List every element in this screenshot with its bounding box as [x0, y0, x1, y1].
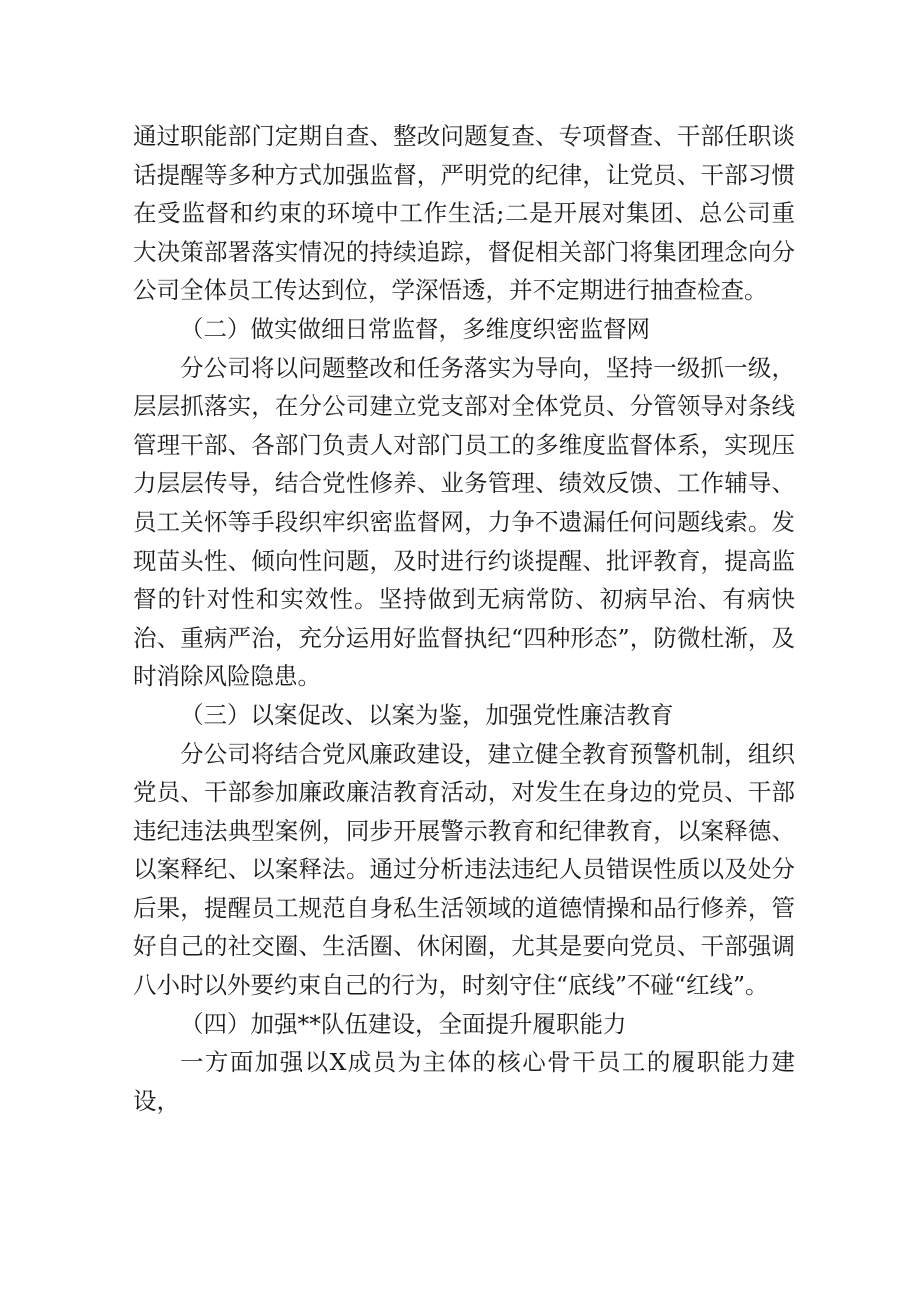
document-body: [133, 117, 795, 1120]
section-heading-4: （四）加强**队伍建设，全面提升履职能力: [180, 1009, 627, 1038]
paragraph-supervision-continued: 通过职能部门定期自查、整改问题复查、专项督查、干部任职谈话提醒等多种方式加强监督，严明党的纪律，让党员、干部习惯在受监督和约束的环境中工作生活;二是开展对集团、总公司重大决策部署落实情况的持续追踪，督促相关部门将集团理念向分公司全体员工传达到位，学深悟透，并不定期进行抽查检查。: [133, 122, 795, 305]
paragraph-integrity-education: 分公司将结合党风廉政建设，建立健全教育预警机制，组织党员、干部参加廉政廉洁教育活动，对发生在身边的党员、干部违纪违法典型案例，同步开展警示教育和纪律教育，以案释德、以案释纪、以案释法。通过分析违法违纪人员错误性质以及处分后果，提醒员工规范自身私生活领域的道德情操和品行修养，管好自己的社交圈、生活圈、休闲圈，尤其是要向党员、干部强调八小时以外要约束自己的行为，时刻守住“底线”不碰“红线”。: [133, 739, 795, 1000]
paragraph-daily-supervision: 分公司将以问题整改和任务落实为导向，坚持一级抓一级，层层抓落实，在分公司建立党支部对全体党员、分管领导对条线管理干部、各部门负责人对部门员工的多维度监督体系，实现压力层层传导，结合党性修养、业务管理、绩效反馈、工作辅导、员工关怀等手段织牢织密监督网，力争不遗漏任何问题线索。发现苗头性、倾向性问题，及时进行约谈提醒、批评教育，提高监督的针对性和实效性。坚持做到无病常防、初病早治、有病快治、重病严治，充分运用好监督执纪“四种形态”，防微杜渐，及时消除风险隐患。: [133, 353, 795, 691]
section-heading-2: （二）做实做细日常监督，多维度织密监督网: [180, 314, 650, 343]
paragraph-team-building: 一方面加强以X成员为主体的核心骨干员工的履职能力建设，: [133, 1048, 795, 1115]
section-heading-3: （三）以案促改、以案为鉴，加强党性廉洁教育: [180, 700, 674, 729]
